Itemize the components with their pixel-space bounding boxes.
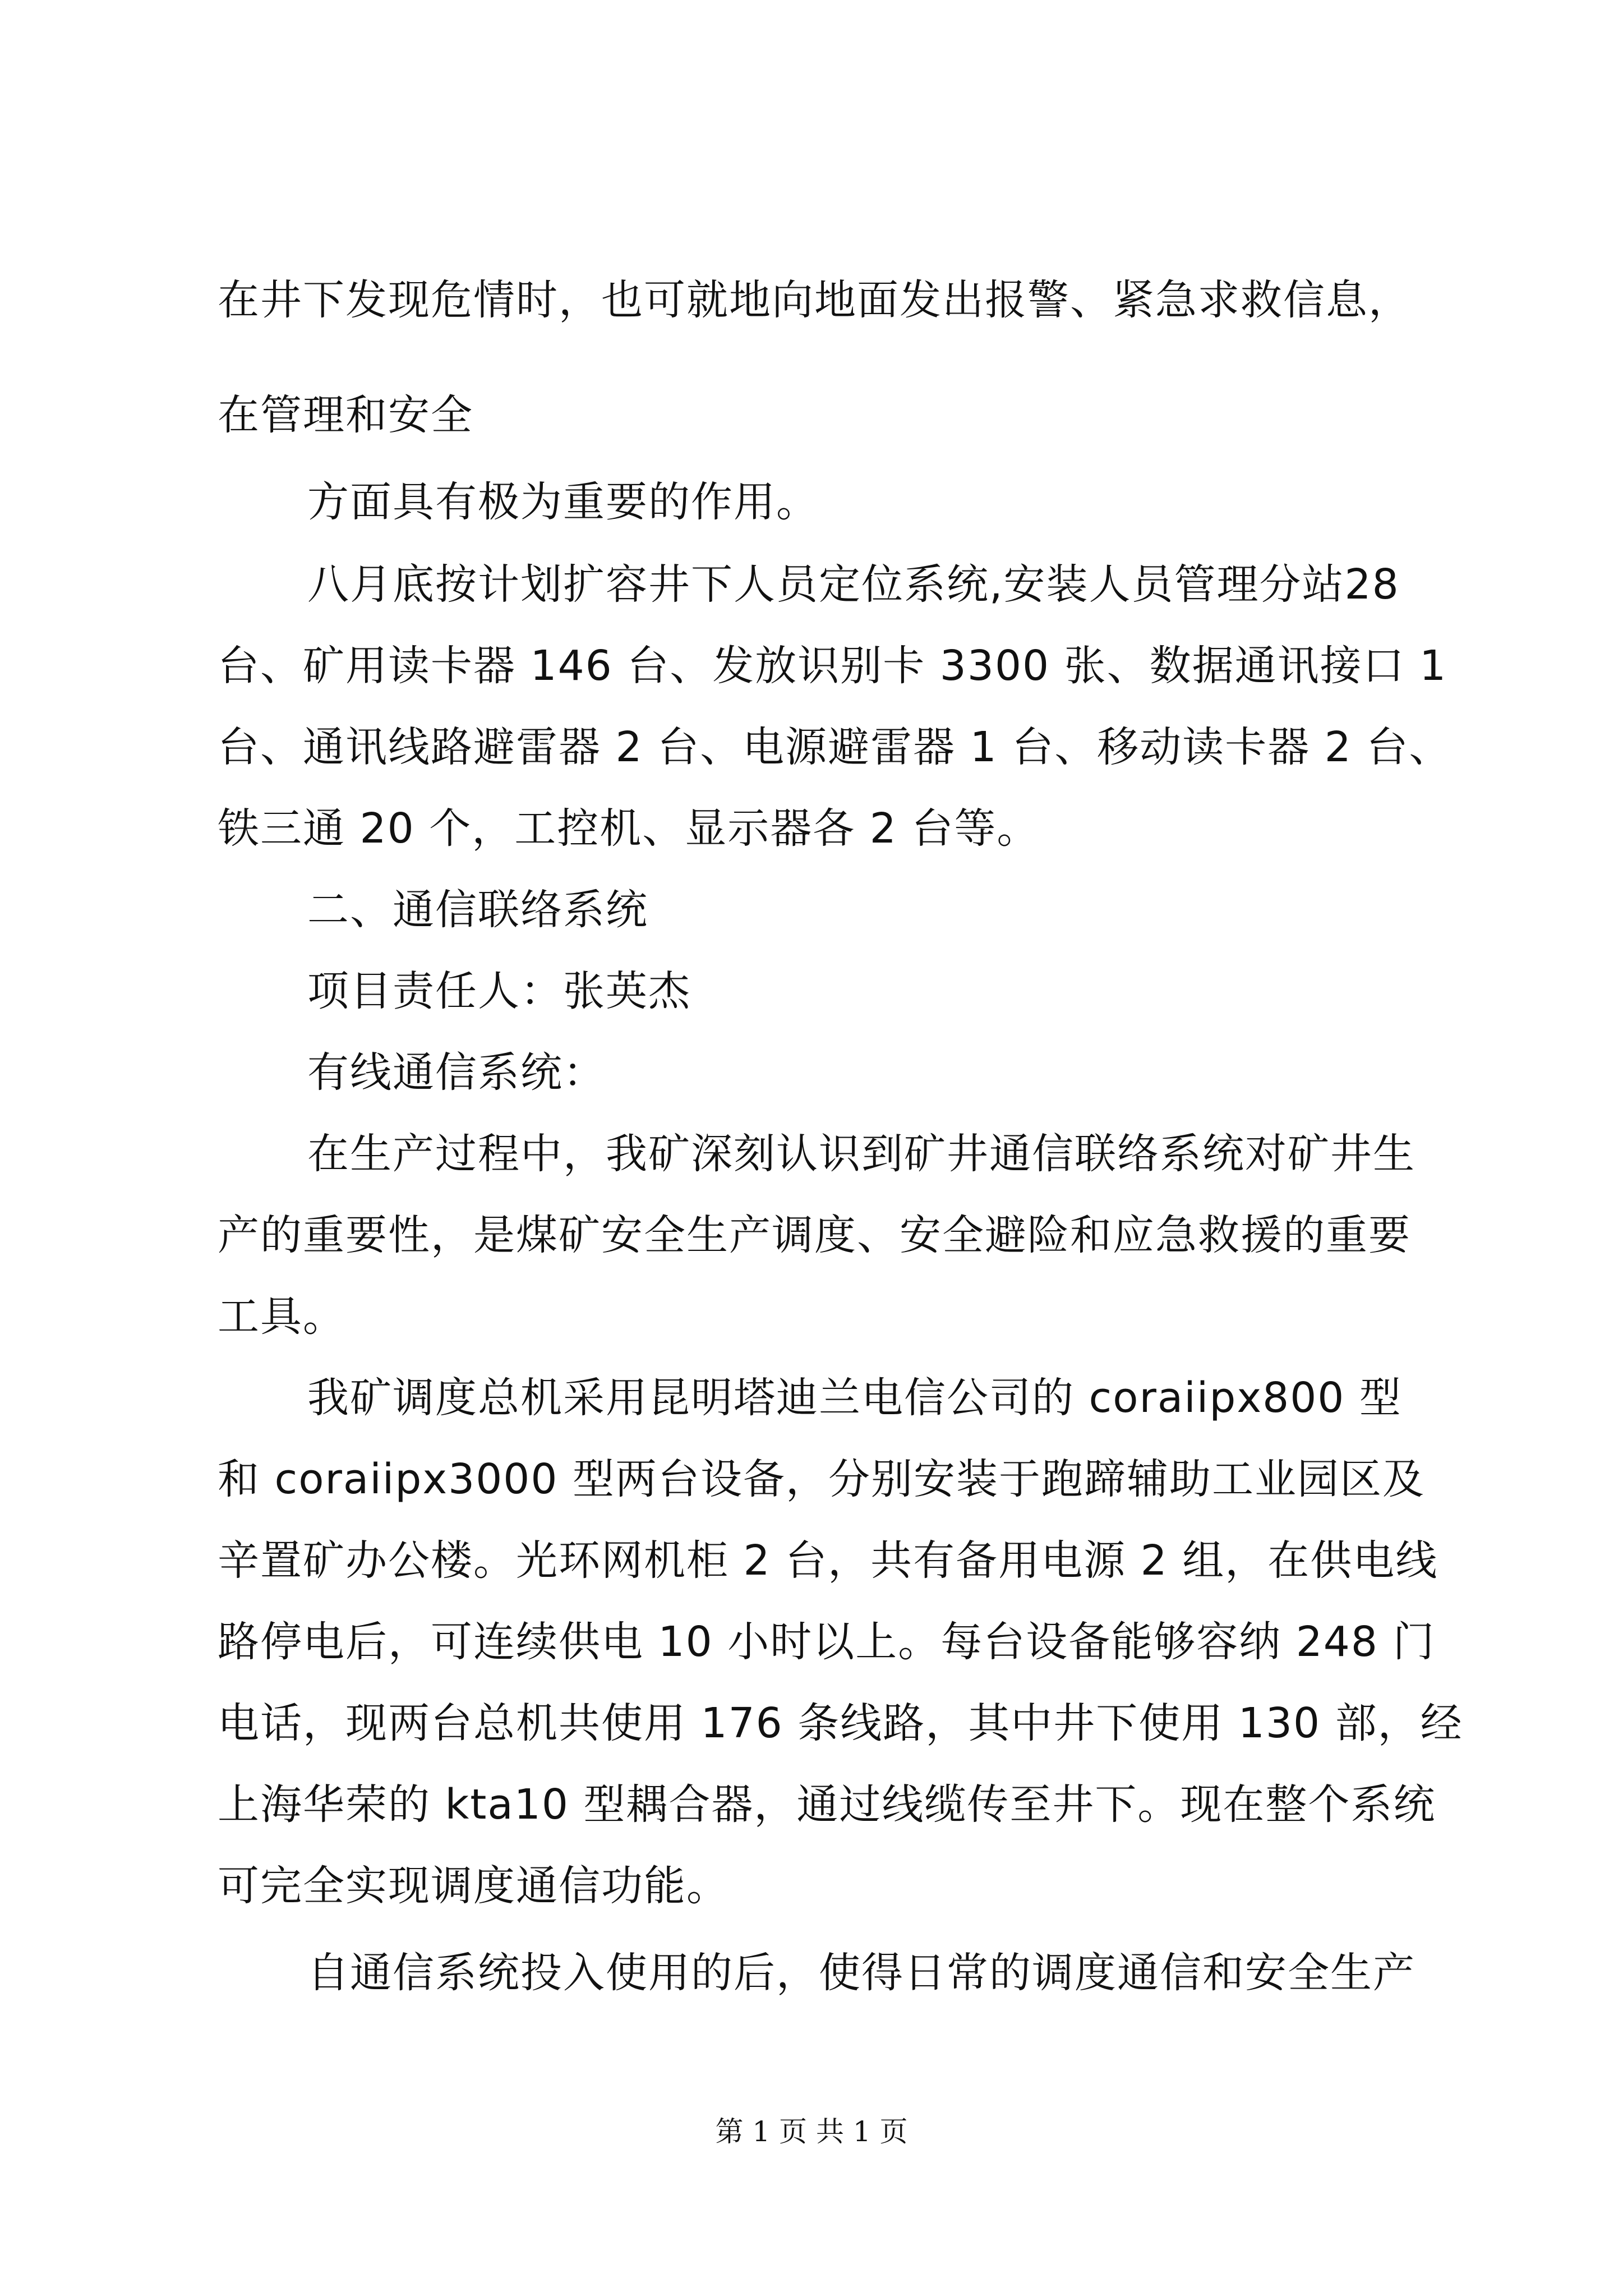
text-line: 铁三通 20 个，工控机、显示器各 2 台等。 — [218, 804, 1040, 853]
text-line: 电话，现两台总机共使用 176 条线路，其中井下使用 130 部，经 — [218, 1699, 1463, 1747]
text-line: 上海华荣的 kta10 型耦合器，通过线缆传至井下。现在整个系统 — [218, 1780, 1436, 1829]
text-line: 我矿调度总机采用昆明塔迪兰电信公司的 coraiipx800 型 — [307, 1374, 1402, 1422]
text-line: 路停电后，可连续供电 10 小时以上。每台设备能够容纳 248 门 — [218, 1618, 1436, 1666]
text-line: 台、矿用读卡器 146 台、发放识别卡 3300 张、数据通讯接口 1 — [218, 642, 1447, 690]
text-line: 八月底按计划扩容井下人员定位系统,安装人员管理分站28 — [307, 560, 1400, 609]
text-line: 产的重要性，是煤矿安全生产调度、安全避险和应急救援的重要 — [218, 1211, 1411, 1259]
text-line: 台、通讯线路避雷器 2 台、电源避雷器 1 台、移动读卡器 2 台、 — [218, 723, 1452, 771]
text-line: 在管理和安全 — [218, 391, 473, 439]
text-line: 工具。 — [218, 1292, 345, 1341]
text-line: 有线通信系统： — [307, 1048, 606, 1097]
text-line: 在生产过程中，我矿深刻认识到矿井通信联络系统对矿井生 — [307, 1130, 1415, 1178]
text-line: 在井下发现危情时，也可就地向地面发出报警、紧急求救信息， — [218, 276, 1411, 324]
text-line: 项目责任人：张英杰 — [307, 967, 691, 1015]
text-line: 方面具有极为重要的作用。 — [307, 478, 819, 526]
page-number-footer: 第 1 页 共 1 页 — [715, 2115, 908, 2148]
text-line: 可完全实现调度通信功能。 — [218, 1862, 729, 1910]
text-line: 自通信系统投入使用的后，使得日常的调度通信和安全生产 — [307, 1949, 1415, 1997]
section-heading: 二、通信联络系统 — [307, 886, 648, 934]
text-line: 和 coraiipx3000 型两台设备，分别安装于跑蹄辅助工业园区及 — [218, 1455, 1425, 1503]
text-line: 辛置矿办公楼。光环网机柜 2 台，共有备用电源 2 组，在供电线 — [218, 1536, 1438, 1585]
